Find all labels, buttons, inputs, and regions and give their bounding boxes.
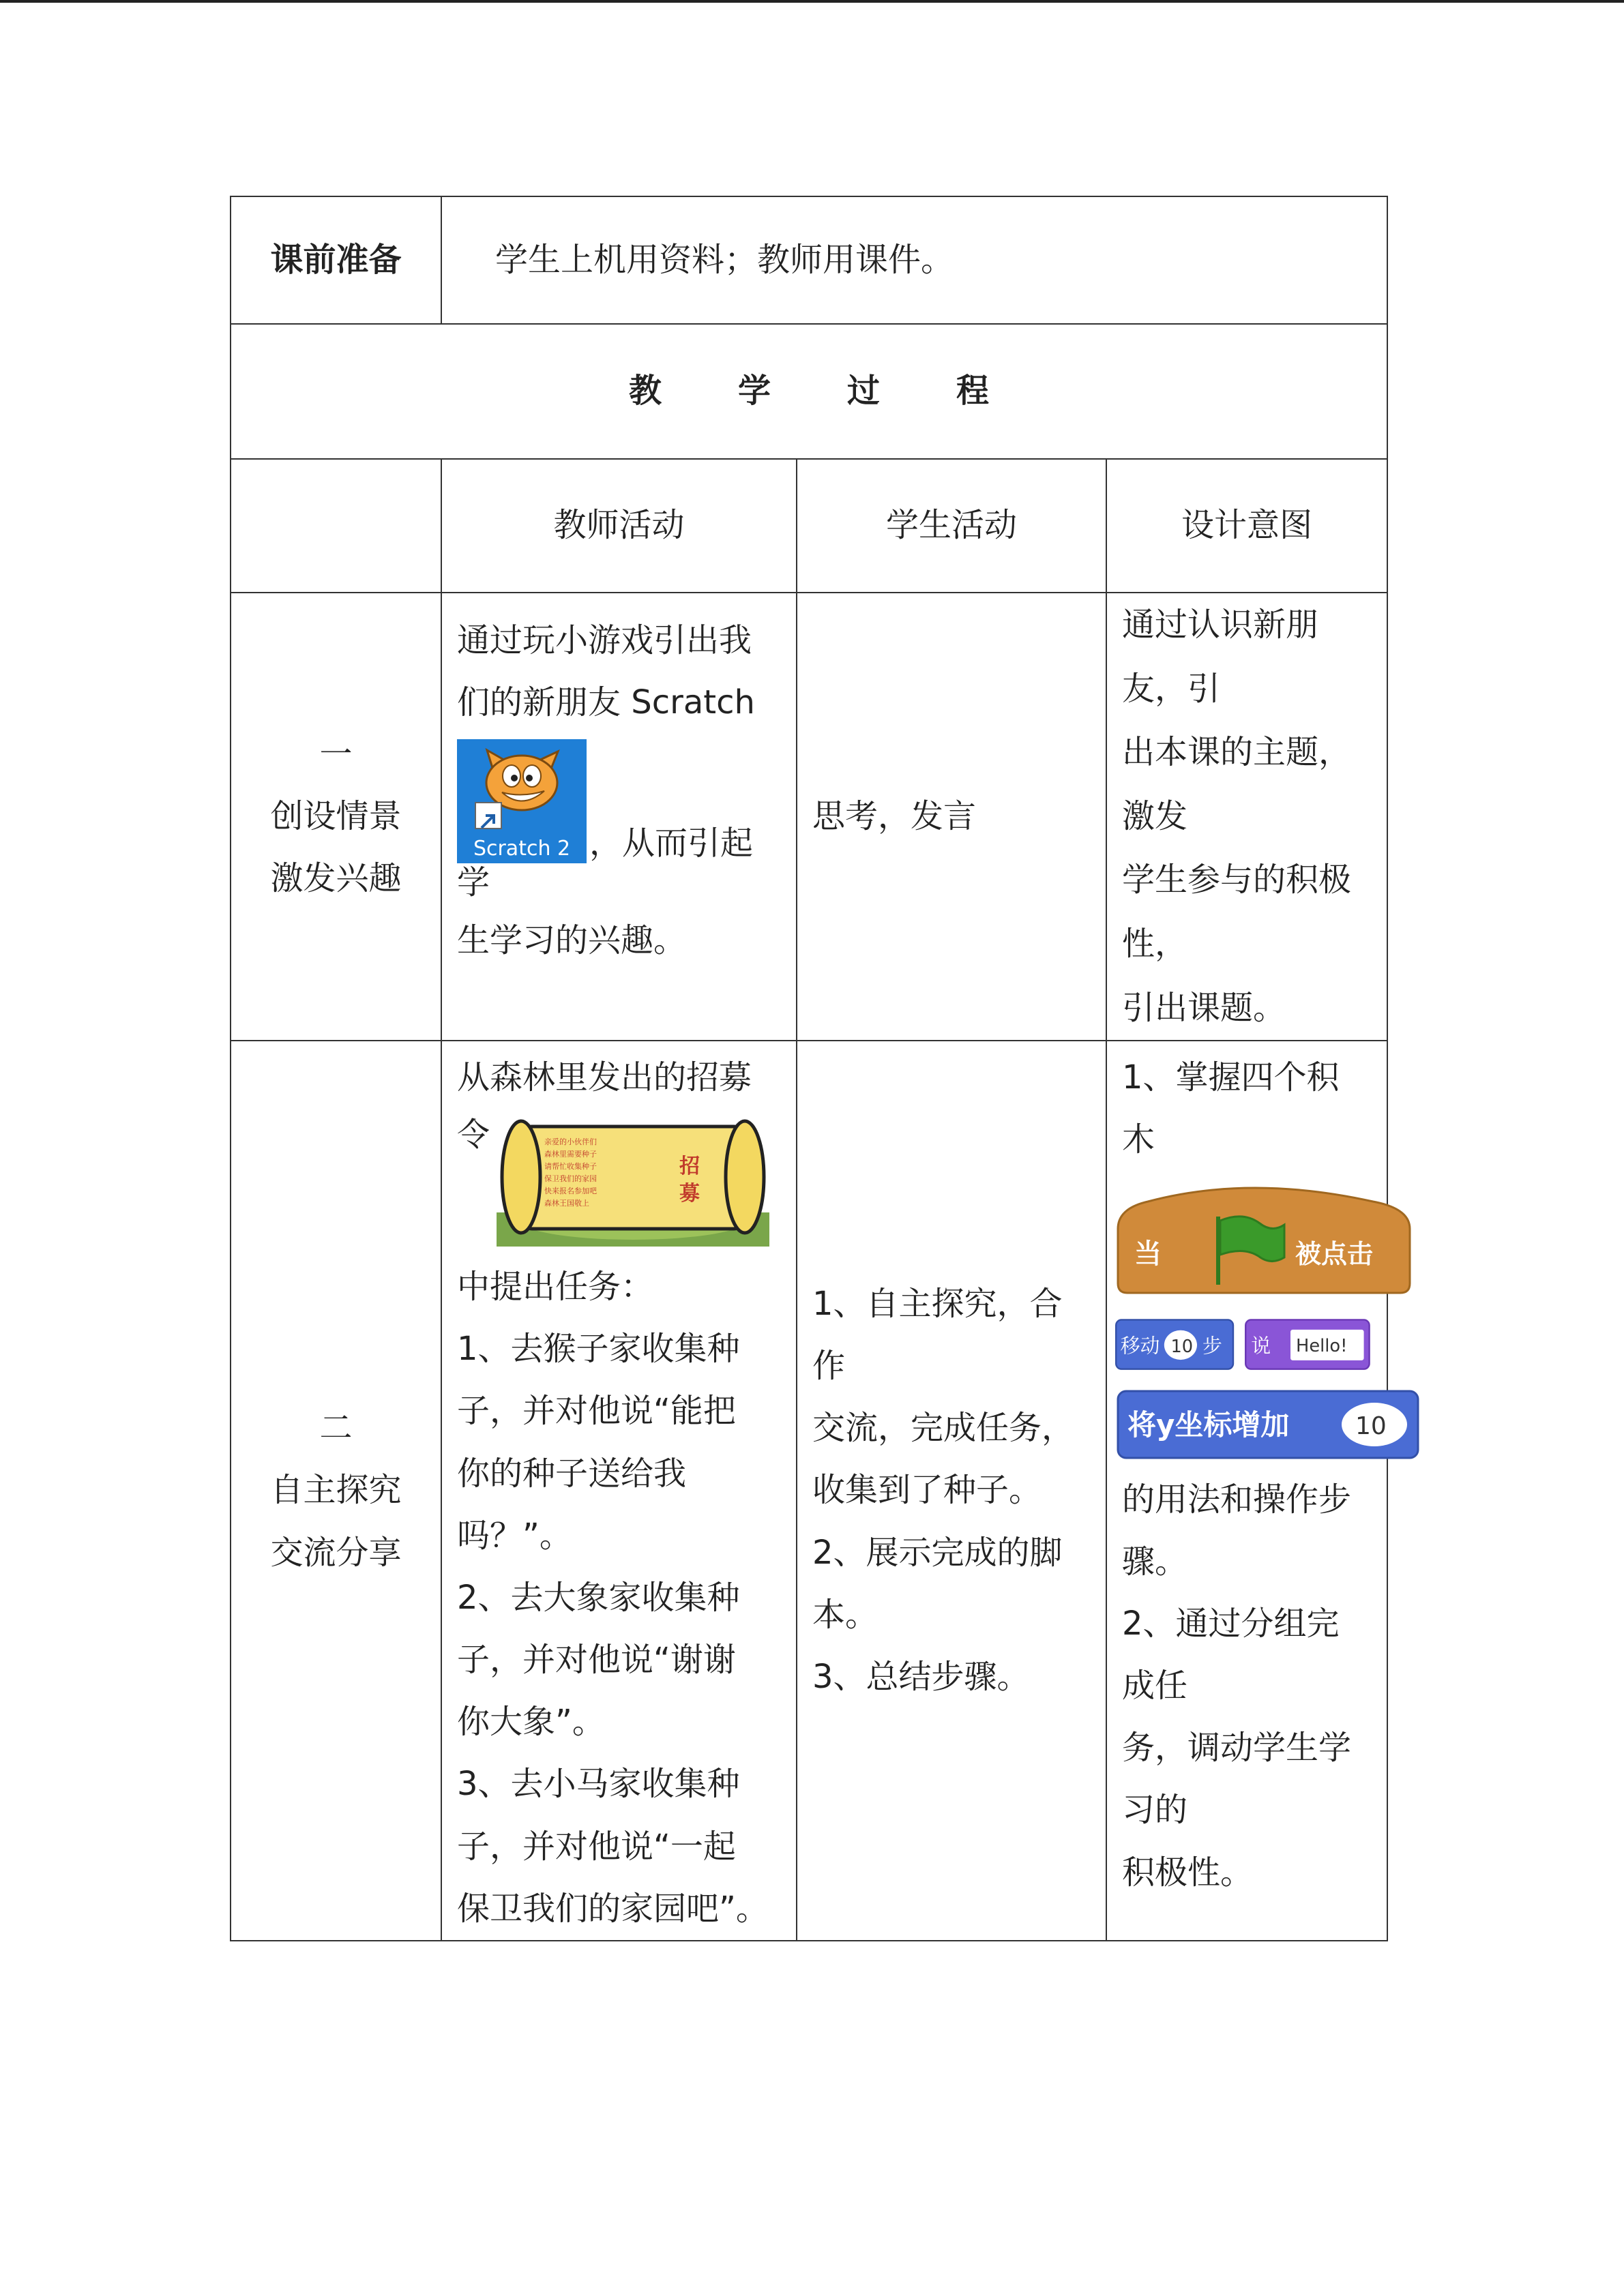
stage-2-number: 二 [319, 1409, 353, 1448]
student-2-line-6: 3、总结步骤。 [812, 1658, 1030, 1697]
teacher-2-line-6: 2、去大象家收集种 [457, 1578, 740, 1617]
prep-row [231, 196, 1387, 324]
teacher-1-line-2: 们的新朋友 Scratch [457, 683, 755, 722]
svg-text:请帮忙收集种子: 请帮忙收集种子 [544, 1162, 597, 1172]
change-y-label: 将y坐标增加 [1127, 1407, 1290, 1442]
teacher-2-line-3: 子，并对他说“能把 [457, 1392, 736, 1431]
design-1-line-2: 出本课的主题，激发 [1122, 733, 1352, 835]
move-steps-value: 10 [1170, 1336, 1194, 1357]
say-label: 说 [1251, 1334, 1271, 1358]
design-1-line-1: 通过认识新朋友，引 [1122, 606, 1319, 708]
teacher-2-line-1: 中提出任务： [457, 1267, 654, 1306]
teacher-2-line-9: 3、去小马家收集种 [457, 1765, 740, 1804]
student-2-line-5: 本。 [812, 1595, 879, 1634]
stage-row-2 [231, 1041, 1387, 1941]
svg-text:森林里需要种子: 森林里需要种子 [544, 1150, 597, 1159]
page-top-rule [0, 0, 1624, 3]
teacher-2-intro-1: 从森林里发出的招募 [457, 1058, 752, 1097]
when-flag-clicked-block [1114, 1181, 1414, 1304]
teacher-2-intro-2: 令 [457, 1116, 490, 1154]
svg-text:保卫我们的家园: 保卫我们的家园 [544, 1174, 597, 1184]
blocks-row [1114, 1311, 1372, 1382]
recruitment-scroll-picture [497, 1117, 769, 1256]
hat-when-label: 当 [1134, 1238, 1162, 1270]
stage-2-title-b: 交流分享 [270, 1533, 402, 1572]
teacher-2-line-4: 你的种子送给我 [457, 1454, 687, 1493]
design-2-line-5: 积极性。 [1122, 1853, 1254, 1892]
header-student: 学生活动 [797, 459, 1106, 593]
stage-1-title-b: 激发兴趣 [270, 859, 402, 898]
svg-text:亲爱的小伙伴们: 亲爱的小伙伴们 [544, 1137, 597, 1147]
design-2-line-4: 务，调动学生学习的 [1122, 1729, 1352, 1830]
teacher-2-line-11: 保卫我们的家园吧”。 [457, 1889, 769, 1928]
say-hello-block [1243, 1311, 1372, 1382]
prep-content: 学生上机用资料；教师用课件。 [441, 196, 1387, 324]
teacher-2-intro-line [457, 1109, 781, 1256]
header-teacher: 教师活动 [441, 459, 797, 593]
design-1-line-4: 引出课题。 [1122, 988, 1286, 1027]
student-activity-2 [797, 1041, 1106, 1941]
hat-clicked-label: 被点击 [1295, 1238, 1374, 1269]
svg-text:招: 招 [679, 1154, 700, 1179]
teacher-1-line-4: 生学习的兴趣。 [457, 921, 687, 959]
stage-1-number: 一 [319, 734, 353, 773]
teacher-1-icon-line [457, 739, 781, 903]
design-2-line-3: 2、通过分组完成任 [1122, 1604, 1340, 1705]
header-row [231, 459, 1387, 593]
process-title-row [231, 324, 1387, 459]
header-stage [231, 459, 441, 593]
teacher-2-line-8: 你大象”。 [457, 1703, 605, 1742]
change-y-value: 10 [1355, 1412, 1387, 1440]
design-intent-2 [1106, 1041, 1387, 1941]
change-y-block [1115, 1388, 1422, 1465]
move-steps-block [1114, 1311, 1235, 1382]
student-1-line-1: 思考，发言 [812, 796, 977, 835]
svg-text:森林王国敬上: 森林王国敬上 [544, 1199, 590, 1208]
stage-2-title-a: 自主探究 [270, 1471, 402, 1510]
stage-1-title-a: 创设情景 [270, 796, 402, 835]
design-intent-1 [1106, 593, 1387, 1041]
design-2-line-2: 的用法和操作步骤。 [1122, 1480, 1352, 1581]
prep-label: 课前准备 [231, 196, 441, 324]
teacher-2-line-7: 子，并对他说“谢谢 [457, 1641, 736, 1680]
scratch-2-app-icon [457, 739, 587, 863]
stage-row-1 [231, 593, 1387, 1041]
svg-text:募: 募 [679, 1182, 700, 1206]
student-2-line-4: 2、展示完成的脚 [812, 1533, 1063, 1572]
design-2-line-1: 1、掌握四个积木 [1122, 1058, 1340, 1159]
scratch-icon-label: Scratch 2 [473, 837, 571, 861]
move-unit-label: 步 [1202, 1334, 1222, 1358]
svg-text:快来报名参加吧: 快来报名参加吧 [544, 1187, 597, 1196]
teacher-2-line-2: 1、去猴子家收集种 [457, 1330, 740, 1369]
student-2-line-2: 交流，完成任务， [812, 1409, 1075, 1448]
shortcut-arrow-icon [475, 802, 502, 829]
design-1-line-3: 学生参与的积极性， [1122, 861, 1352, 963]
stage-2-cell [231, 1041, 441, 1941]
teacher-1-line-1: 通过玩小游戏引出我 [457, 621, 752, 659]
lesson-plan-table [230, 196, 1388, 1941]
teacher-2-line-10: 子，并对他说“一起 [457, 1827, 736, 1866]
teacher-2-line-5: 吗？”。 [457, 1516, 572, 1555]
header-design: 设计意图 [1106, 459, 1387, 593]
teacher-activity-1 [441, 593, 797, 1041]
student-activity-1 [797, 593, 1106, 1041]
student-2-line-3: 收集到了种子。 [812, 1471, 1042, 1510]
move-label: 移动 [1120, 1334, 1160, 1358]
say-text-value: Hello! [1296, 1335, 1348, 1356]
stage-1-cell [231, 593, 441, 1041]
teacher-1-after-icon: ，从而引起学 [457, 824, 754, 902]
teacher-activity-2 [441, 1041, 797, 1941]
process-title: 教学过程 [231, 324, 1387, 459]
student-2-line-1: 1、自主探究，合作 [812, 1284, 1063, 1386]
